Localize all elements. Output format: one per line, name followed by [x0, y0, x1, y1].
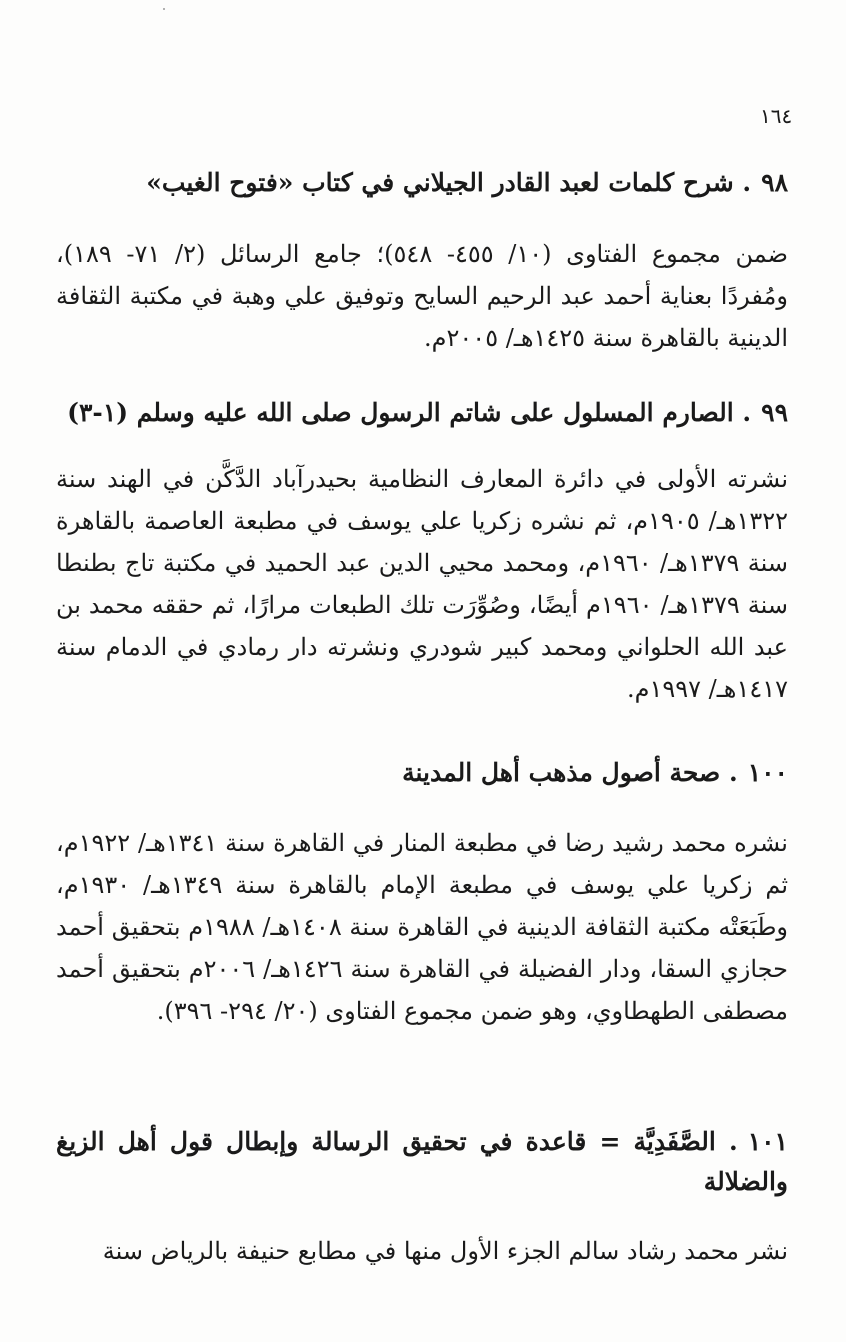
section-body-98: ضمن مجموع الفتاوى (١٠/ ٤٥٥- ٥٤٨)؛ جامع الرسائل (٢/ ٧١- ١٨٩)، ومُفردًا بعناية أحمد عبد الرحيم السايح وتوفيق علي وهبة في مكتبة الثقافة الدينية بالقاهرة سنة ١٤٢٥هـ/ ٢٠٠٥م. [56, 240, 788, 352]
heading-title: . صحة أصول مذهب أهل المدينة [402, 758, 738, 787]
heading-number: ٩٨ [761, 168, 788, 197]
heading-title: . الصَّفَدِيَّة = قاعدة في تحقيق الرسالة وإبطال قول أهل الزيغ والضلالة [56, 1127, 788, 1196]
heading-title: . شرح كلمات لعبد القادر الجيلاني في كتاب «فتوح الغيب» [146, 168, 752, 197]
section-body-99: نشرته الأولى في دائرة المعارف النظامية بحيدرآباد الدَّكَّن في الهند سنة ١٣٢٢هـ/ ١٩٠٥م، ثم نشره زكريا علي يوسف في مطبعة العاصمة بالقاهرة سنة ١٣٧٩هـ/ ١٩٦٠م، ومحمد محيي الدين عبد الحميد في مكتبة تاج بطنطا سنة ١٣٧٩هـ/ ١٩٦٠م أيضًا، وصُوِّرَت تلك الطبعات مرارًا، ثم حققه محمد بن عبد الله الحلواني ومحمد كبير شودري ونشرته دار رمادي في الدمام سنة ١٤١٧هـ/ ١٩٩٧م. [56, 465, 788, 703]
heading-title: . الصارم المسلول على شاتم الرسول صلى الله عليه وسلم (١-٣) [67, 398, 752, 427]
section-heading-100 [56, 753, 788, 793]
section-heading-101 [56, 1122, 788, 1202]
section-body-101: نشر محمد رشاد سالم الجزء الأول منها في مطابع حنيفة بالرياض سنة [102, 1237, 788, 1265]
section-heading-98 [56, 163, 788, 203]
heading-number: ٩٩ [761, 398, 788, 427]
section-body-100: نشره محمد رشيد رضا في مطبعة المنار في القاهرة سنة ١٣٤١هـ/ ١٩٢٢م، ثم زكريا علي يوسف في مطبعة الإمام بالقاهرة سنة ١٣٤٩هـ/ ١٩٣٠م، وطَبَعَتْه مكتبة الثقافة الدينية في القاهرة سنة ١٤٠٨هـ/ ١٩٨٨م بتحقيق أحمد حجازي السقا، ودار الفضيلة في القاهرة سنة ١٤٢٦هـ/ ٢٠٠٦م بتحقيق أحمد مصطفى الطهطاوي، وهو ضمن مجموع الفتاوى (٢٠/ ٢٩٤- ٣٩٦). [56, 829, 789, 1025]
scan-speck [163, 8, 165, 10]
heading-number: ١٠٠ [747, 758, 788, 787]
section-heading-99 [56, 393, 788, 433]
heading-number: ١٠١ [747, 1127, 788, 1156]
page-number: ١٦٤ [760, 104, 793, 128]
